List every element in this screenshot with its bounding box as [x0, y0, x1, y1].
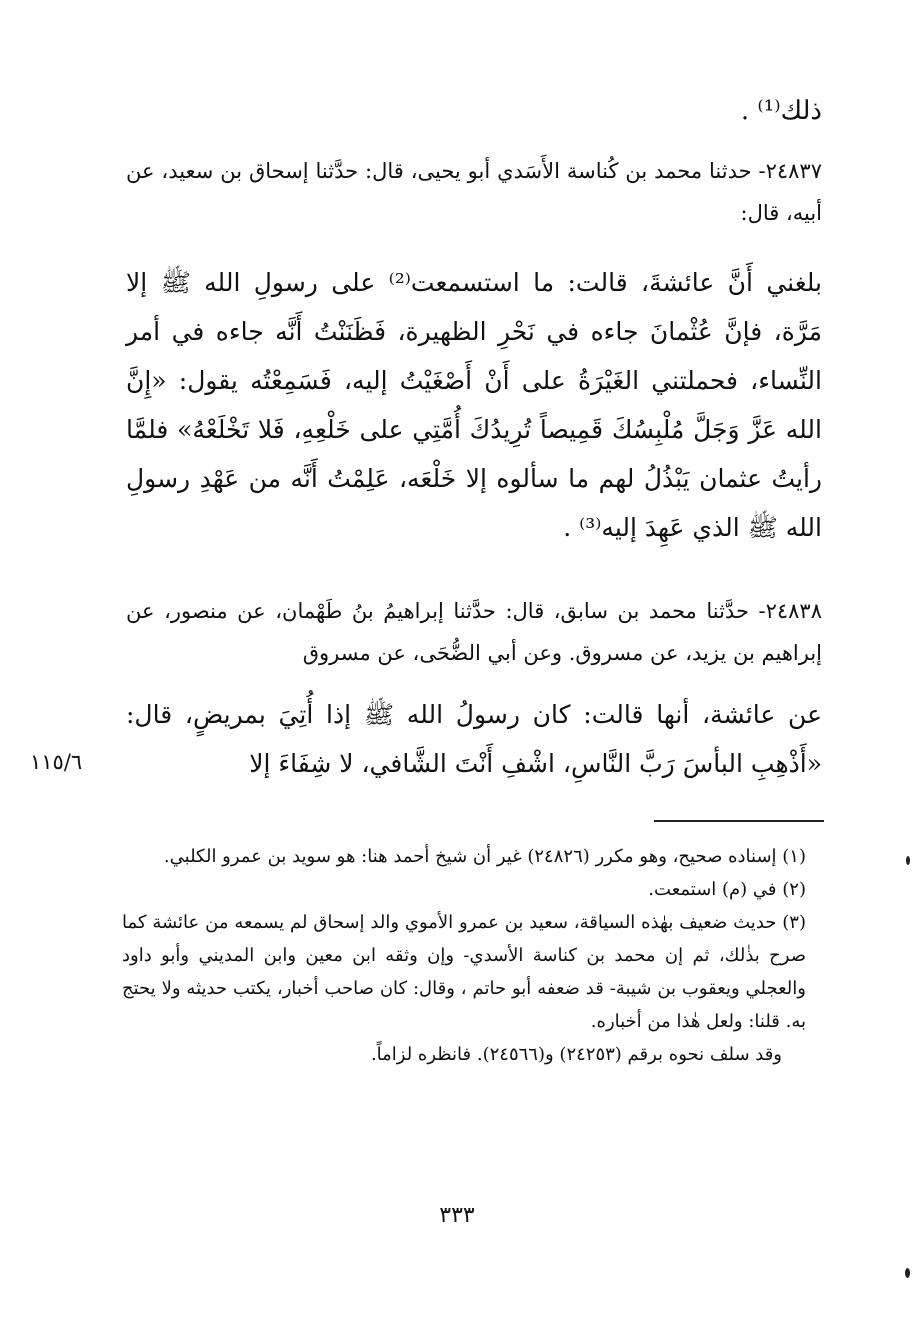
footnote-1: (١) إسناده صحيح، وهو مكرر (٢٤٨٢٦) غير أن شيخ أحمد هنا: هو سويد بن عمرو الكلبي.	[163, 846, 806, 867]
footnotes	[122, 840, 822, 1071]
hadith-24838-isnad: ٢٤٨٣٨- حدَّثنا محمد بن سابق، قال: حدَّثنا إبراهيمُ بنُ طَهْمان، عن منصور، عن إبراهيم بن يزيد، عن مسروق. وعن أبي الضُّحَى، عن مسروق	[126, 599, 822, 665]
scan-speck	[905, 1268, 910, 1278]
footnote-3: (٣) حديث ضعيف بهٰذه السياقة، سعيد بن عمرو الأموي والد إسحاق لم يسمعه من عائشة كما صرح بذٰلك، ثم إن محمد بن كناسة الأسدي- وإن وثقه ابن معين وابن المديني وأبو داود والعجلي ويعقوب بن شيبة- قد ضعفه أبو حاتم ، وقال: كان صاحب أخبار، يكتب حديثه ولا يحتج به. قلنا: ولعل هٰذا من أخباره.	[122, 912, 806, 1032]
footnote-3-tail: وقد سلف نحوه برقم (٢٤٢٥٣) و(٢٤٥٦٦). فانظره لزاماً.	[370, 1044, 782, 1065]
opening-line: ذلك⁽¹⁾ .	[740, 96, 822, 126]
page-number: ٣٣٣	[439, 1203, 475, 1228]
footnote-2: (٢) في (م) استمعت.	[648, 879, 806, 900]
hadith-24837-isnad: ٢٤٨٣٧- حدثنا محمد بن كُناسة الأَسَدي أبو يحيى، قال: حدَّثنا إسحاق بن سعيد، عن أبيه، قال:	[126, 159, 822, 225]
margin-reference: ١١٥/٦	[30, 750, 83, 774]
footnote-divider	[654, 820, 824, 822]
hadith-24838-matn: عن عائشة، أنها قالت: كان رسولُ الله ﷺ إذا أُتِيَ بمريضٍ، قال: «أَذْهِبِ البأسَ رَبَّ النَّاسِ، اشْفِ أَنْتَ الشَّافي، لا شِفَاءَ إلا	[126, 700, 822, 778]
scan-speck	[906, 856, 910, 865]
hadith-24837-matn: بلغني أَنَّ عائشةَ، قالت: ما استسمعت⁽²⁾ على رسولِ الله ﷺ إلا مَرَّة، فإنَّ عُثْمانَ جاءه في نَحْرِ الظهيرة، فَظَنَنْتُ أَنَّه جاءه في أمر النِّساء، فحملتني الغَيْرَةُ على أَنْ أَصْغَيْتُ إليه، فَسَمِعْتُه يقول: «إِنَّ الله عَزَّ وَجَلَّ مُلْبِسُكَ قَمِيصاً تُرِيدُكَ أُمَّتِي على خَلْعِهِ، فَلا تَخْلَعْهُ» فلمَّا رأيتُ عثمان يَبْذُلُ لهم ما سألوه إلا خَلْعَه، عَلِمْتُ أَنَّه من عَهْدِ رسولِ الله ﷺ الذي عَهِدَ إليه⁽³⁾ .	[126, 268, 822, 542]
